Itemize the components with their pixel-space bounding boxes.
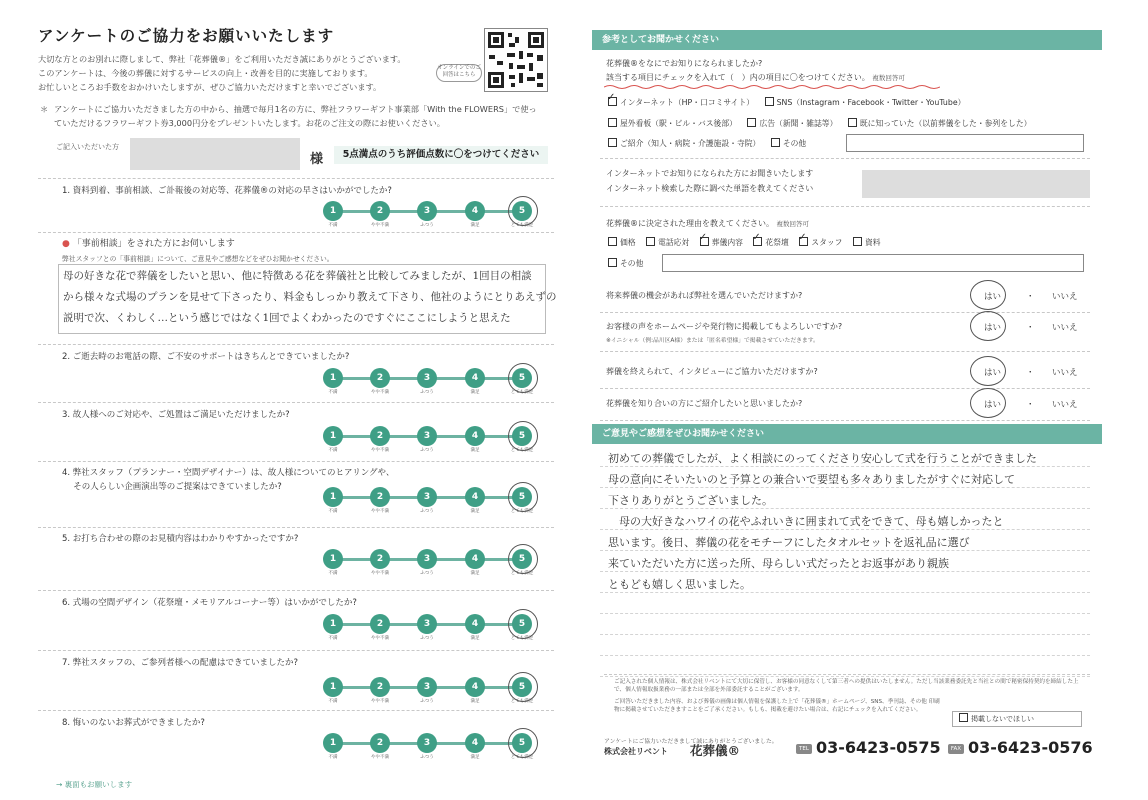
reason-multi: 複数回答可 (776, 220, 810, 228)
scale-label-5: とても満足 (510, 755, 534, 760)
check-price[interactable]: 価格 (608, 238, 636, 247)
selected-ring (508, 672, 538, 702)
yn-row-3 (600, 360, 1090, 389)
scale-point-1[interactable]: 1 (323, 368, 343, 388)
selected-ring (508, 728, 538, 758)
no-publish-checkbox[interactable] (952, 711, 1082, 727)
scale-point-5[interactable]: 5 (512, 426, 532, 446)
scale-point-1[interactable]: 1 (323, 733, 343, 753)
scale-point-3[interactable]: 3 (417, 733, 437, 753)
how-row-1 (607, 92, 973, 108)
company-name: 株式会社リベント (604, 747, 668, 756)
scale-label-1: 不満 (328, 509, 338, 514)
yes-option[interactable]: はい (984, 368, 1002, 378)
scale-label-2: やや不満 (371, 571, 389, 576)
scale-label-2: やや不満 (371, 223, 389, 228)
scale-point-3[interactable]: 3 (417, 614, 437, 634)
how-row-3 (608, 138, 814, 149)
scale-point-2[interactable]: 2 (370, 368, 390, 388)
check-funeral-content[interactable]: ✓ 葬儀内容 (698, 232, 743, 247)
scale-label-3: ふつう (420, 755, 434, 760)
name-field-redacted[interactable] (130, 138, 300, 170)
gift-note-text: アンケートにご協力いただきました方の中から、抽選で毎月1名の方に、弊社フラワーギフト事業部「With the FLOWERS」で使っていただけるフラワーギフト券3,000円分をプレゼントいたします。お花のご注文の際にお使いください。 (54, 104, 537, 128)
net-question-2: インターネット検索した際に調べた単語を教えてください (606, 184, 814, 193)
scale-point-1[interactable]: 1 (323, 549, 343, 569)
scale-point-3[interactable]: 3 (417, 426, 437, 446)
scale-point-2[interactable]: 2 (370, 487, 390, 507)
scale-label-2: やや不満 (371, 390, 389, 395)
scale-point-4[interactable]: 4 (465, 677, 485, 697)
yn-question-4: 花葬儀を知り合いの方にご紹介したいと思いましたか? (606, 399, 803, 408)
fax-label-icon: FAX (948, 744, 964, 754)
rating-scale-q5[interactable] (323, 549, 563, 579)
question-6: 6. 式場の空間デザイン（花祭壇・メモリアルコーナー等）はいかがでしたか? (62, 598, 357, 608)
selected-ring (508, 482, 538, 512)
scale-label-4: 満足 (470, 755, 480, 760)
reason-question: 花葬儀®に決定された理由を教えてください。 (606, 219, 774, 228)
scale-label-3: ふつう (420, 223, 434, 228)
scale-label-4: 満足 (470, 448, 480, 453)
scale-point-4[interactable]: 4 (465, 614, 485, 634)
name-row (38, 142, 550, 168)
checked-icon: ✓ (700, 237, 709, 246)
consult-line-1: 母の好きな花で葬儀をしたいと思い、他に特徴ある花を葬儀社と比較してみましたが、1回目の相談 (63, 270, 532, 282)
rating-scale-q1[interactable] (323, 201, 563, 231)
scale-label-5: とても満足 (510, 636, 534, 641)
scale-point-4[interactable]: 4 (465, 487, 485, 507)
selected-ring (508, 421, 538, 451)
divider (38, 461, 554, 462)
tel-label-icon: TEL (796, 744, 812, 754)
checked-icon: ✓ (608, 97, 617, 106)
comment-line-3: 下さりありがとうございました。 (608, 494, 773, 507)
check-ad[interactable]: 広告（新聞・雑誌等） (747, 119, 837, 128)
rating-scale-q7[interactable] (323, 677, 563, 707)
scale-label-1: 不満 (328, 636, 338, 641)
scale-point-2[interactable]: 2 (370, 677, 390, 697)
consult-answer-box[interactable] (58, 264, 557, 334)
comment-line-2: 母の意向にそいたいのと予算との兼合いで要望も多々ありましたがすぐに対応して (608, 473, 1015, 486)
comment-line-7: ともども嬉しく思いました。 (608, 578, 751, 591)
comment-line-6: 来ていただいた方に送った所、母らしい式だったとお返事があり親族 (608, 557, 949, 570)
scale-label-1: 不満 (328, 755, 338, 760)
question-1: 1. 資料到着、事前相談、ご訃報後の対応等、花葬儀®の対応の早さはいかがでしたか? (62, 186, 392, 196)
separator: ・ (1026, 323, 1035, 333)
check-phone[interactable]: 電話応対 (646, 238, 689, 247)
scale-label-4: 満足 (470, 509, 480, 514)
scale-label-2: やや不満 (371, 755, 389, 760)
no-option[interactable]: いいえ (1052, 400, 1078, 410)
selected-ring (508, 196, 538, 226)
separator: ・ (1026, 292, 1035, 302)
yes-option[interactable]: はい (984, 400, 1002, 410)
scale-point-2[interactable]: 2 (370, 733, 390, 753)
scale-point-2[interactable]: 2 (370, 614, 390, 634)
bullet-icon: ● (62, 239, 70, 249)
privacy-note-1: ご記入された個人情報は、株式会社リベントにて大切に保管し、お客様の同意なくして第三者への提供はいたしません。ただし当該業務委託先と当社との間で秘密保持契約を締結した上で、個人情報取扱業務の一部または全部を外部委託することがございます。 (614, 679, 1079, 693)
consult-heading-row (62, 236, 235, 249)
thanks-text: アンケートにご協力いただきまして誠にありがとうございました。 (604, 739, 778, 745)
brand-logo: 花葬儀® (690, 743, 741, 758)
consult-line-3: 説明で次、くわしく…という感じではなく1回でよくわかったのですぐにここにしようと思えた (63, 312, 511, 324)
question-8: 8. 悔いのないお葬式ができましたか? (62, 718, 205, 728)
how-question: 花葬儀®をなにでお知りになられましたか? (606, 59, 763, 68)
net-question-1: インターネットでお知りになられた方にお聞きいたします (606, 169, 814, 178)
consult-heading: 「事前相談」をされた方にお伺いします (72, 239, 235, 249)
question-2: 2. ご逝去時のお電話の際、ご不安のサポートはきちんとできていましたか? (62, 352, 350, 362)
scale-label-4: 満足 (470, 223, 480, 228)
how-other-input[interactable] (846, 134, 1084, 152)
comment-line-5: 思います。後日、葬儀の花をモチーフにしたタオルセットを返礼品に選び (608, 536, 970, 549)
scale-label-2: やや不満 (371, 509, 389, 514)
scale-label-2: やや不満 (371, 699, 389, 704)
separator: ・ (1026, 368, 1035, 378)
scale-label-2: やや不満 (371, 636, 389, 641)
back-page-note: → 裏面もお願いします (56, 780, 133, 789)
how-instruction-row (606, 72, 905, 83)
separator: ・ (1026, 400, 1035, 410)
scale-label-4: 満足 (470, 390, 480, 395)
qr-code-icon[interactable] (484, 28, 548, 92)
scale-point-5[interactable]: 5 (512, 677, 532, 697)
question-4: 4. 弊社スタッフ（プランナー・空間デザイナー）は、故人様についてのヒアリングや、 その人らしい企画演出等のご提案はできていましたか? (62, 468, 395, 492)
scale-label-4: 満足 (470, 699, 480, 704)
scale-label-1: 不満 (328, 223, 338, 228)
scale-point-5[interactable]: 5 (512, 368, 532, 388)
scale-point-4[interactable]: 4 (465, 368, 485, 388)
scale-point-1[interactable]: 1 (323, 487, 343, 507)
check-flower-altar[interactable]: ✓ 花祭壇 (752, 232, 789, 247)
reason-other-input[interactable] (662, 254, 1084, 272)
scale-label-4: 満足 (470, 571, 480, 576)
rating-scale-q4[interactable] (323, 487, 563, 517)
scale-point-5[interactable]: 5 (512, 201, 532, 221)
how-row-2 (608, 118, 1039, 129)
scale-point-3[interactable]: 3 (417, 487, 437, 507)
divider (38, 178, 554, 179)
scale-label-2: やや不満 (371, 448, 389, 453)
divider (604, 674, 1090, 675)
question-3: 3. 故人様へのご対応や、ご処置はご満足いただけましたか? (62, 410, 290, 420)
checked-icon: ✓ (799, 237, 808, 246)
scale-point-1[interactable]: 1 (323, 614, 343, 634)
no-publish-label: 掲載しないでほしい (971, 715, 1034, 723)
name-label: ご記入いただいた方 (56, 143, 119, 151)
scale-point-2[interactable]: 2 (370, 549, 390, 569)
scale-point-4[interactable]: 4 (465, 733, 485, 753)
scale-point-4[interactable]: 4 (465, 549, 485, 569)
scale-label-1: 不満 (328, 699, 338, 704)
scale-label-3: ふつう (420, 699, 434, 704)
fax-number: 03-6423-0576 (968, 738, 1093, 757)
online-answer-label: オンラインでのご回答はこちら (436, 64, 482, 82)
check-other[interactable]: その他 (771, 139, 806, 148)
scale-point-2[interactable]: 2 (370, 201, 390, 221)
comment-line-1: 初めての葬儀でしたが、よく相談にのってくださり安心して式を行うことができました (608, 452, 1037, 465)
tel-number[interactable]: 03-6423-0575 (816, 738, 941, 757)
scale-label-5: とても満足 (510, 448, 534, 453)
scale-point-3[interactable]: 3 (417, 201, 437, 221)
scale-point-3[interactable]: 3 (417, 368, 437, 388)
scale-label-3: ふつう (420, 390, 434, 395)
yn-note: ※イニシャル（例:品川区A様）または「匿名希望様」で掲載させていただきます。 (606, 338, 819, 344)
yn-row-4 (600, 392, 1090, 421)
check-referral[interactable]: ご紹介（知人・病院・介護施設・寺院） (608, 139, 760, 148)
yn-row-1 (600, 284, 1090, 313)
scale-point-1[interactable]: 1 (323, 677, 343, 697)
scale-label-1: 不満 (328, 390, 338, 395)
check-sns[interactable]: SNS（Instagram・Facebook・Twitter・YouTube） (765, 98, 966, 107)
check-materials[interactable]: 資料 (853, 238, 881, 247)
underline-mark (604, 84, 940, 90)
page-title: アンケートのご協力をお願いいたします (38, 27, 335, 45)
scale-label-3: ふつう (420, 571, 434, 576)
rating-scale-q3[interactable] (323, 426, 563, 456)
divider (38, 402, 554, 403)
no-option[interactable]: いいえ (1052, 368, 1078, 378)
selected-ring (508, 609, 538, 639)
check-signboard[interactable]: 屋外看板（駅・ビル・バス後部） (608, 119, 737, 128)
scale-label-1: 不満 (328, 571, 338, 576)
divider (38, 232, 554, 233)
how-instruction: 該当する項目にチェックを入れて（ ）内の項目に〇をつけてください。 (606, 73, 870, 82)
rating-instruction: 5点満点のうち評価点数に〇をつけてください (334, 146, 548, 164)
reference-section-tab: 参考としてお聞かせください (592, 30, 1102, 50)
scale-point-3[interactable]: 3 (417, 549, 437, 569)
scale-label-4: 満足 (470, 636, 480, 641)
divider (38, 344, 554, 345)
divider (38, 527, 554, 528)
yes-option[interactable]: はい (984, 323, 1002, 333)
divider (600, 158, 1090, 159)
scale-label-3: ふつう (420, 509, 434, 514)
rating-scale-q8[interactable] (323, 733, 563, 763)
name-suffix: 様 (310, 152, 324, 167)
check-internet[interactable]: ✓ インターネット（HP・口コミサイト） (607, 92, 755, 107)
check-staff[interactable]: ✓ スタッフ (798, 232, 843, 247)
yn-question-1: 将来葬儀の機会があれば弊社を選んでいただけますか? (606, 291, 803, 300)
yn-row-2 (600, 315, 1090, 352)
question-5: 5. お打ち合わせの際のお見積内容はわかりやすかったですか? (62, 534, 299, 544)
comments-section-tab: ご意見やご感想をぜひお聞かせください (592, 424, 1102, 444)
no-option[interactable]: いいえ (1052, 292, 1078, 302)
scale-point-2[interactable]: 2 (370, 426, 390, 446)
rating-scale-q2[interactable] (323, 368, 563, 398)
scale-point-5[interactable]: 5 (512, 614, 532, 634)
scale-point-5[interactable]: 5 (512, 487, 532, 507)
check-already-known[interactable]: 既に知っていた（以前葬儀をした・参列をした） (848, 119, 1032, 128)
scale-point-5[interactable]: 5 (512, 733, 532, 753)
scale-label-5: とても満足 (510, 509, 534, 514)
scale-point-1[interactable]: 1 (323, 426, 343, 446)
divider (38, 650, 554, 651)
divider (38, 710, 554, 711)
scale-point-4[interactable]: 4 (465, 426, 485, 446)
scale-point-5[interactable]: 5 (512, 549, 532, 569)
scale-label-1: 不満 (328, 448, 338, 453)
search-word-field-redacted[interactable] (862, 170, 1090, 198)
scale-point-3[interactable]: 3 (417, 677, 437, 697)
yes-option[interactable]: はい (984, 292, 1002, 302)
consult-sub: 弊社スタッフとの「事前相談」について、ご意見やご感想などをぜひお聞かせください。 (62, 255, 334, 263)
comment-text (608, 448, 1037, 595)
divider (600, 206, 1090, 207)
yn-question-3: 葬儀を終えられて、インタビューにご協力いただけますか? (606, 367, 818, 376)
scale-label-5: とても満足 (510, 390, 534, 395)
privacy-note-2: ご回答いただきました内容、および葬儀の画像は個人情報を保護した上で「花葬儀®」ホームページ、SNS、季刊誌、その他 印刷物に掲載させていただきますことをご了承ください。もしも、掲載を避けたい場合は、右記にチェックを入れてください。 (614, 699, 940, 713)
divider (38, 590, 554, 591)
reason-question-row (606, 218, 809, 229)
gift-note (40, 102, 544, 130)
reason-row (608, 232, 889, 248)
how-multi: 複数回答可 (872, 74, 905, 82)
yn-question-2: お客様の声をホームページや発行物に掲載してもよろしいですか? (606, 322, 843, 331)
scale-point-4[interactable]: 4 (465, 201, 485, 221)
question-7: 7. 弊社スタッフの、ご参列者様への配慮はできていましたか? (62, 658, 298, 668)
selected-ring (508, 363, 538, 393)
comment-line-4: 母の大好きなハワイの花やふれいきに囲まれて式をできて、母も嬉しかったと (608, 515, 1004, 528)
selected-ring (508, 544, 538, 574)
checked-icon: ✓ (753, 237, 762, 246)
scale-label-3: ふつう (420, 448, 434, 453)
scale-label-3: ふつう (420, 636, 434, 641)
scale-point-1[interactable]: 1 (323, 201, 343, 221)
intro-text: 大切な方とのお別れに際しまして、弊社「花葬儀®」をご利用いただき誠にありがとうございます。 このアンケートは、今後の葬儀に対するサービスの向上・改善を目的に実施しております。 お忙しいところお手数をおかけいたしますが、ぜひご協力いただけますと幸いでございます。 (38, 54, 406, 92)
note-star: ＊ (40, 104, 49, 114)
scale-label-5: とても満足 (510, 699, 534, 704)
scale-label-5: とても満足 (510, 223, 534, 228)
scale-label-5: とても満足 (510, 571, 534, 576)
consult-line-2: から様々な式場のプランを見せて下さったり、料金もしっかり教えて下さり、他社のようにとりあえずの (63, 291, 557, 303)
no-option[interactable]: いいえ (1052, 323, 1078, 333)
reason-other-row[interactable]: その他 (608, 258, 643, 269)
rating-scale-q6[interactable] (323, 614, 563, 644)
